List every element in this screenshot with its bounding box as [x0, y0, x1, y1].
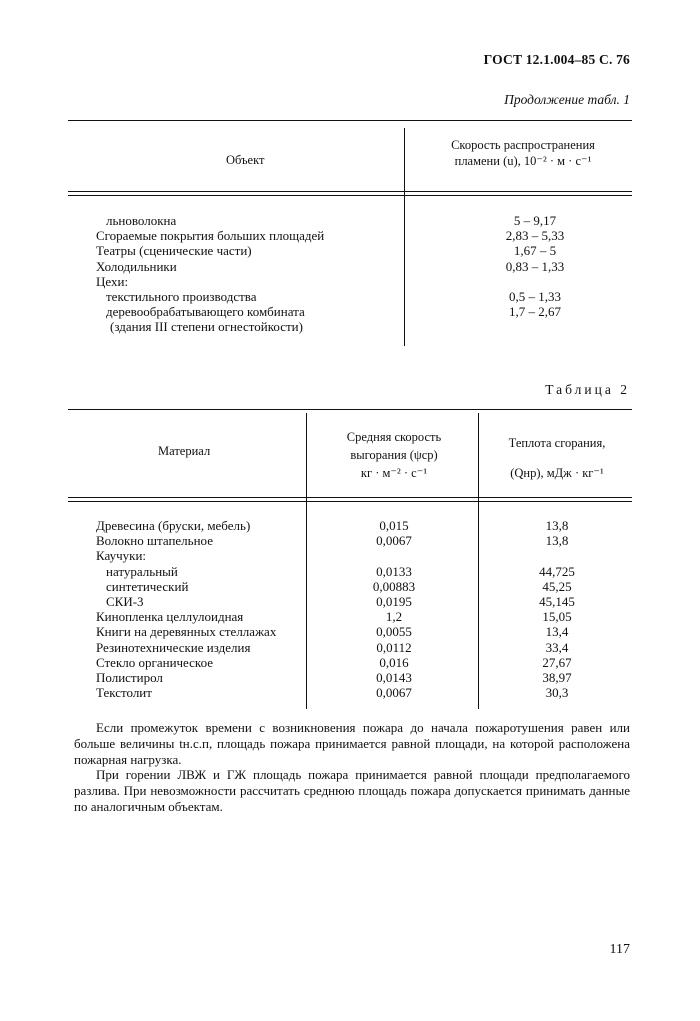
table-cell: 0,016 [379, 654, 409, 670]
table-cell [482, 548, 632, 563]
paragraph-2: При горении ЛВЖ и ГЖ площадь пожара принимается равной площади предполагаемого разлива. При невозможности рассчитать среднюю площадь пожара допускается принимать данные по аналогичным объектам. [74, 767, 630, 814]
table-cell: 5 – 9,17 [513, 213, 557, 228]
table2-header-rate [310, 428, 478, 482]
table1-speed-column [450, 213, 620, 335]
page-number: 117 [609, 942, 630, 957]
table-cell: 13,4 [545, 624, 569, 640]
table2-header-rate-line3: кг · м⁻² · с⁻¹ [360, 466, 428, 480]
table2-header-heat [482, 428, 632, 488]
table-row: синтетический [106, 578, 189, 594]
table1-header-object: Объект [226, 153, 265, 167]
table-cell: 27,67 [542, 654, 572, 670]
table-cell: 15,05 [542, 609, 572, 625]
table-row: Холодильники [96, 258, 177, 274]
table-row: Древесина (бруски, мебель) [96, 518, 251, 533]
table-cell: 1,2 [385, 609, 403, 625]
table-cell [310, 548, 478, 563]
table-row: Резинотехнические изделия [96, 639, 251, 655]
table-row: Стекло органическое [96, 654, 214, 670]
table1-top-rule [68, 120, 632, 121]
table-cell: 44,725 [539, 563, 575, 579]
table-cell: 0,0067 [376, 533, 412, 549]
table-cell: 0,0195 [376, 593, 412, 609]
table-cell: 38,97 [542, 669, 572, 685]
table-cell: 1,7 – 2,67 [509, 304, 561, 320]
table1-header-rule-2 [68, 195, 632, 196]
table-cell: 0,0055 [376, 624, 412, 640]
body-text [74, 720, 630, 815]
table-row: (здания III степени огнестойкости) [110, 319, 303, 335]
table2-header-heat-line2: (Qнр), мДж · кг⁻¹ [510, 466, 604, 480]
table2-heat-column [482, 518, 632, 700]
table-row: Сгораемые покрытия больших площадей [96, 228, 325, 244]
table2-caption: Таблица 2 [545, 382, 630, 397]
table1-object-column [96, 213, 324, 335]
table2-header-rate-line1: Средняя скорость [346, 430, 442, 444]
table-cell: 2,83 – 5,33 [505, 228, 565, 244]
table2-header-heat-line1: Теплота сгорания, [508, 436, 606, 450]
table-row: льноволокна [106, 213, 177, 228]
table-cell: 0,0112 [376, 639, 412, 655]
table-cell: 0,0133 [376, 563, 412, 579]
table2-header-rule-2 [68, 501, 632, 502]
table-cell: 45,145 [539, 593, 575, 609]
table-cell: 13,8 [545, 518, 569, 533]
table-cell: 13,8 [545, 533, 569, 549]
table-cell: 0,0067 [376, 685, 412, 701]
table-row: Полистирол [96, 669, 163, 685]
table2-header-material: Материал [158, 444, 211, 458]
table-row: натуральный [106, 563, 178, 579]
table-row: текстильного производства [106, 288, 257, 304]
table-cell [450, 274, 620, 289]
table-cell: 0,015 [379, 518, 409, 533]
table2-material-column [96, 518, 276, 700]
table-cell: 30,3 [545, 685, 569, 701]
table-cell: 45,25 [542, 578, 572, 594]
table-cell: 33,4 [545, 639, 569, 655]
table-row: Кинопленка целлулоидная [96, 609, 244, 625]
table2-rate-column [310, 518, 478, 700]
table1-header-speed [420, 137, 626, 169]
paragraph-1: Если промежуток времени с возникновения пожара до начала пожаротушения равен или больше величины tн.с.п, площадь пожара принимается равной площади, на которой расположена пожарная нагрузка. [74, 720, 630, 767]
table-cell: 0,0143 [376, 669, 412, 685]
table-cell [450, 319, 620, 334]
table-cell: 0,00883 [372, 578, 416, 594]
table1-header-speed-line1: Скорость распространения [451, 138, 595, 152]
table-row: Волокно штапельное [96, 533, 213, 549]
table2-column-divider-1 [306, 413, 307, 709]
table2-header-rate-line2: выгорания (ψср) [350, 448, 438, 462]
table1-header-rule [68, 191, 632, 192]
table-row: деревообрабатывающего комбината [106, 304, 305, 320]
table2-header-rule [68, 497, 632, 498]
table2-column-divider-2 [478, 413, 479, 709]
table-cell: 0,5 – 1,33 [509, 288, 561, 304]
table-row: Книги на деревянных стеллажах [96, 624, 277, 640]
table-row: Каучуки: [96, 548, 147, 564]
table-cell: 1,67 – 5 [513, 243, 557, 259]
table-row: СКИ-3 [106, 593, 144, 609]
table-cell: 0,83 – 1,33 [505, 258, 565, 274]
table-row: Текстолит [96, 685, 152, 701]
table-row: Цехи: [96, 273, 129, 289]
document-header: ГОСТ 12.1.004–85 С. 76 [483, 52, 630, 67]
table1-column-divider [404, 128, 405, 346]
table-row: Театры (сценические части) [96, 243, 252, 259]
table-continuation-label: Продолжение табл. 1 [504, 92, 630, 107]
table2-top-rule [68, 409, 632, 410]
table1-header-speed-line2: пламени (u), 10⁻² · м · с⁻¹ [454, 154, 592, 168]
